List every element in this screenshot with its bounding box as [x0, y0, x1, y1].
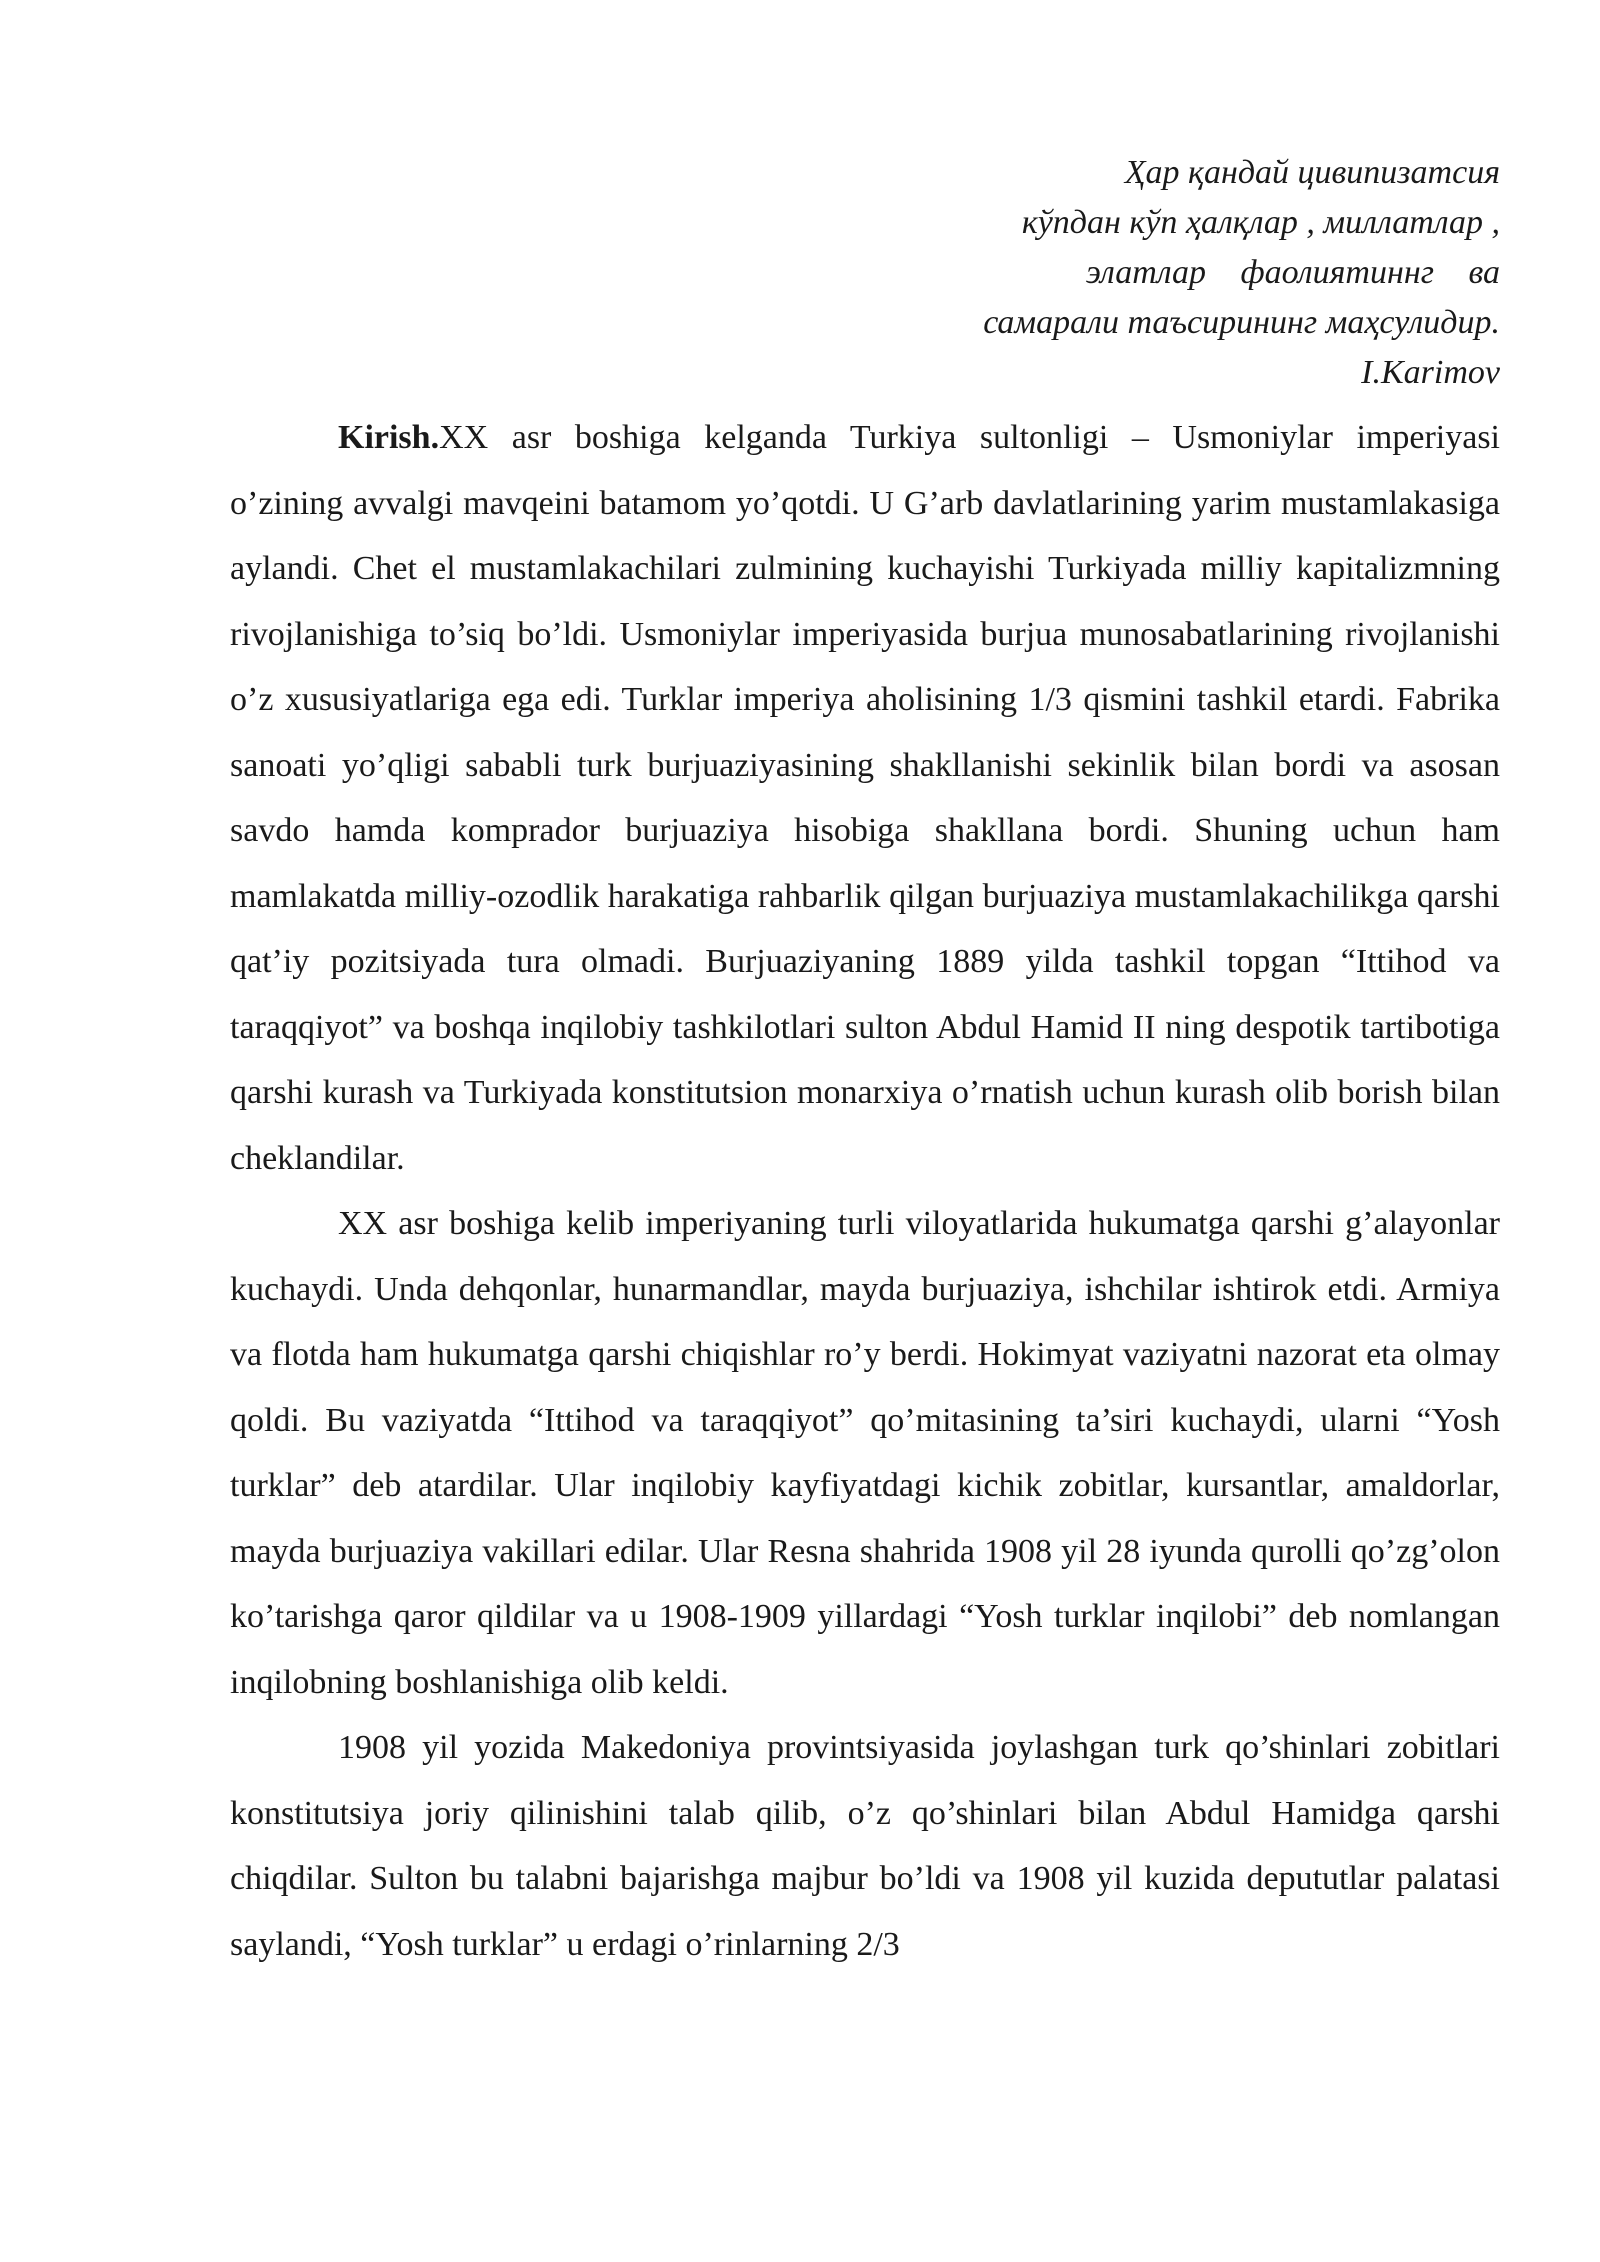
- epigraph-author: I.Karimov: [1361, 354, 1500, 391]
- paragraph: [230, 1715, 1500, 1977]
- epigraph-line: самарали таъсирининг маҳсулидир.: [983, 304, 1500, 341]
- paragraph-text: 1908 yil yozida Makedoniya provintsiyasida joylashgan turk qo’shinlari zobitlari konstitutsiya joriy qilinishini talab qilib, o’z qo’shinlari bilan Abdul Hamidga qarshi chiqdilar. Sulton bu talabni bajarishga majbur bo’ldi va 1908 yil kuzida depututlar palatasi saylandi, “Yosh turklar” u erdagi o’rinlarning 2/3: [230, 1729, 1500, 1963]
- intro-heading: Kirish.: [338, 419, 440, 456]
- paragraph-text: XX asr boshiga kelganda Turkiya sultonligi – Usmoniylar imperiyasi o’zining avvalgi mavqeini batamom yo’qotdi. U G’arb davlatlarining yarim mustamlakasiga aylandi. Chet el mustamlakachilari zulmining kuchayishi Turkiyada milliy kapitalizmning rivojlanishiga to’siq bo’ldi. Usmoniylar imperiyasida burjua munosabatlarining rivojlanishi o’z xususiyatlariga ega edi. Turklar imperiya aholisining 1/3 qismini tashkil etardi. Fabrika sanoati yo’qligi sababli turk burjuaziyasining shakllanishi sekinlik bilan bordi va asosan savdo hamda komprador burjuaziya hisobiga shakllana bordi. Shuning uchun ham mamlakatda milliy-ozodlik harakatiga rahbarlik qilgan burjuaziya mustamlakachilikga qarshi qat’iy pozitsiyada tura olmadi. Burjuaziyaning 1889 yilda tashkil topgan “Ittihod va taraqqiyot” va boshqa inqilobiy tashkilotlari sulton Abdul Hamid II ning despotik tartibotiga qarshi kurash va Turkiyada konstitutsion monarxiya o’rnatish uchun kurash olib borish bilan cheklandilar.: [230, 419, 1500, 1177]
- epigraph-line: кўпдан кўп ҳалқлар , миллатлар ,: [1021, 204, 1500, 241]
- paragraph-text: XX asr boshiga kelib imperiyaning turli viloyatlarida hukumatga qarshi g’alayonlar kuchaydi. Unda dehqonlar, hunarmandlar, mayda burjuaziya, ishchilar ishtirok etdi. Armiya va flotda ham hukumatga qarshi chiqishlar ro’y berdi. Hokimyat vaziyatni nazorat eta olmay qoldi. Bu vaziyatda “Ittihod va taraqqiyot” qo’mitasining ta’siri kuchaydi, ularni “Yosh turklar” deb atardilar. Ular inqilobiy kayfiyatdagi kichik zobitlar, kursantlar, amaldorlar, mayda burjuaziya vakillari edilar. Ular Resna shahrida 1908 yil 28 iyunda qurolli qo’zg’olon ko’tarishga qaror qildilar va u 1908-1909 yillardagi “Yosh turklar inqilobi” deb nomlangan inqilobning boshlanishiga olib keldi.: [230, 1205, 1500, 1701]
- body-text: [230, 405, 1500, 1977]
- epigraph-line: Ҳар қандай цивипизатсия: [1124, 154, 1500, 191]
- epigraph-line: элатлар фаолиятиннг ва: [1085, 254, 1500, 291]
- paragraph: [230, 1191, 1500, 1715]
- paragraph-intro: [230, 405, 1500, 1191]
- epigraph: [880, 148, 1500, 398]
